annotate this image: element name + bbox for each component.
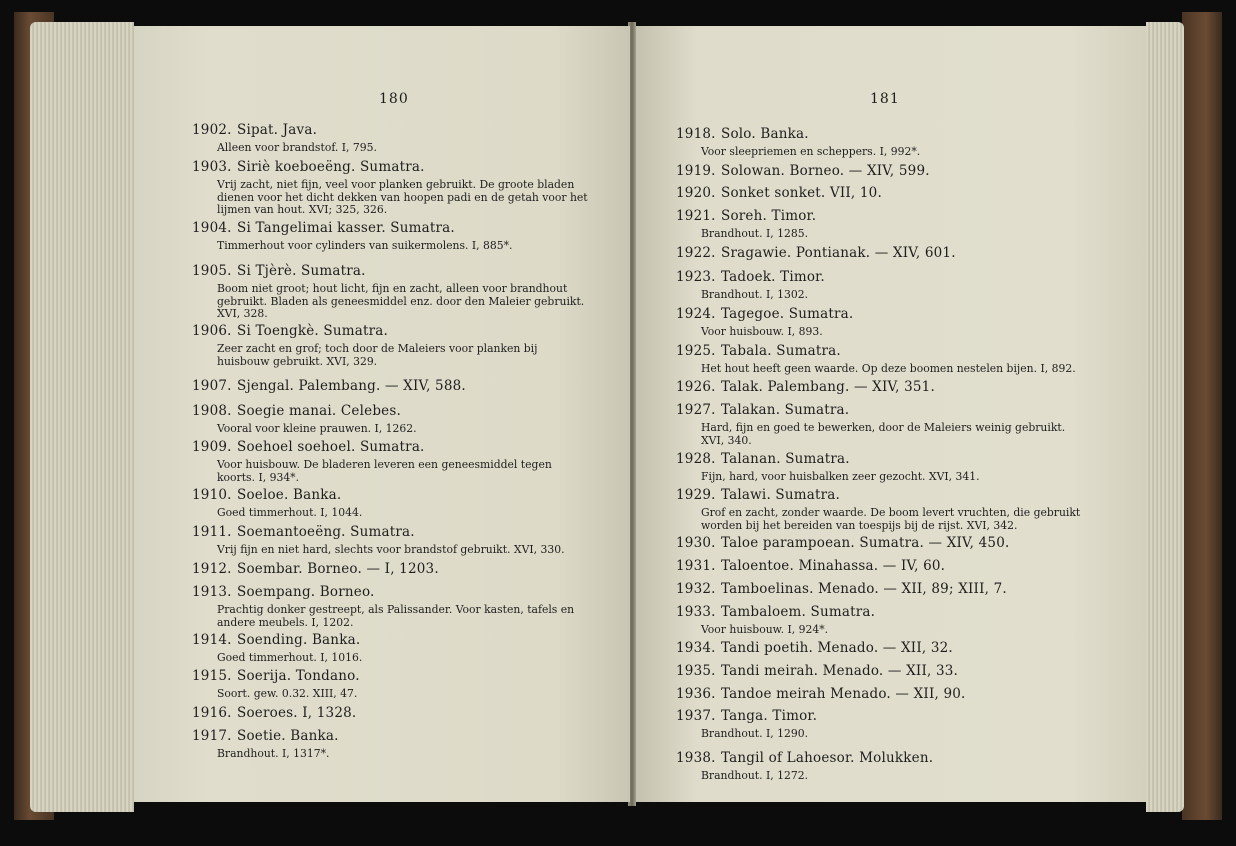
page-edges-left xyxy=(30,22,134,812)
entry xyxy=(192,378,592,394)
entry-description: Voor huisbouw. I, 893. xyxy=(701,325,823,338)
entry-description: Prachtig donker gestreept, als Palissander. Voor kasten, tafels en andere meubels. I, 1202. xyxy=(217,603,575,629)
entry-name: Taloe parampoean. Sumatra. — XIV, 450. xyxy=(721,535,1010,551)
entry-name: Tandi poetih. Menado. — XII, 32. xyxy=(721,640,953,656)
entry xyxy=(676,379,1086,395)
entry-name: Sragawie. Pontianak. — XIV, 601. xyxy=(721,245,956,261)
entry-name: Tamboelinas. Menado. — XII, 89; XIII, 7. xyxy=(721,581,1007,597)
entry-description: Hard, fijn en goed te bewerken, door de Maleiers weinig gebruikt. XVI, 340. xyxy=(701,421,1066,447)
entry-name: Talanan. Sumatra. xyxy=(721,451,850,467)
entry-name: Solo. Banka. xyxy=(721,126,809,142)
entry xyxy=(676,269,1086,302)
entry-number: 1912. xyxy=(192,561,232,577)
entry xyxy=(676,451,1086,484)
entry-number: 1935. xyxy=(676,663,716,679)
entry-name: Soreh. Timor. xyxy=(721,208,817,224)
entry-number: 1922. xyxy=(676,245,716,261)
entry-number: 1934. xyxy=(676,640,716,656)
entry-name: Si Toengkè. Sumatra. xyxy=(237,323,389,339)
right-page xyxy=(636,26,1146,802)
entry-name: Soegie manai. Celebes. xyxy=(237,403,401,419)
entry-number: 1911. xyxy=(192,524,232,540)
entry-description: Boom niet groot; hout licht, fijn en zacht, alleen voor brandhout gebruikt. Bladen als geneesmiddel enz. door den Maleier gebruikt. XVI, 328. xyxy=(217,282,585,320)
entry xyxy=(676,306,1086,339)
entry-description: Voor sleepriemen en scheppers. I, 992*. xyxy=(701,145,921,158)
entry xyxy=(192,323,592,368)
entry-number: 1916. xyxy=(192,705,232,721)
entry xyxy=(192,159,592,217)
entry-number: 1902. xyxy=(192,122,232,138)
entry-description: Alleen voor brandstof. I, 795. xyxy=(217,141,377,154)
entry-name: Soetie. Banka. xyxy=(237,728,339,744)
entry-number: 1904. xyxy=(192,220,232,236)
entry-name: Talakan. Sumatra. xyxy=(721,402,850,418)
entry-description: Brandhout. I, 1285. xyxy=(701,227,809,240)
entry-number: 1908. xyxy=(192,403,232,419)
entry-description: Zeer zacht en grof; toch door de Maleiers voor planken bij huisbouw gebruikt. XVI, 329. xyxy=(217,342,538,368)
entry-number: 1905. xyxy=(192,263,232,279)
entry-name: Tandi meirah. Menado. — XII, 33. xyxy=(721,663,959,679)
entry-number: 1937. xyxy=(676,708,716,724)
entry-description: Goed timmerhout. I, 1016. xyxy=(217,651,363,664)
entry-number: 1938. xyxy=(676,750,716,766)
entry-description: Voor huisbouw. I, 924*. xyxy=(701,623,829,636)
entry-number: 1909. xyxy=(192,439,232,455)
entry-name: Talawi. Sumatra. xyxy=(721,487,841,503)
entry-number: 1913. xyxy=(192,584,232,600)
entry-number: 1924. xyxy=(676,306,716,322)
entry-description: Grof en zacht, zonder waarde. De boom levert vruchten, die gebruikt worden bij het bereiden van toespijs bij de rijst. XVI, 342. xyxy=(701,506,1081,532)
entry xyxy=(192,705,592,721)
entry-description: Brandhout. I, 1302. xyxy=(701,288,809,301)
entry-number: 1926. xyxy=(676,379,716,395)
entry-name: Soending. Banka. xyxy=(237,632,361,648)
entry xyxy=(676,686,1086,702)
book-cover-right xyxy=(1182,12,1222,820)
entry-name: Tabala. Sumatra. xyxy=(721,343,841,359)
entry-description: Voor huisbouw. De bladeren leveren een geneesmiddel tegen koorts. I, 934*. xyxy=(217,458,552,484)
page-edges-right xyxy=(1146,22,1184,812)
entry-number: 1910. xyxy=(192,487,232,503)
entry-name: Sipat. Java. xyxy=(237,122,318,138)
entry-name: Solowan. Borneo. — XIV, 599. xyxy=(721,163,930,179)
entry-number: 1936. xyxy=(676,686,716,702)
entry xyxy=(676,126,1086,159)
entry-number: 1919. xyxy=(676,163,716,179)
entry-description: Vooral voor kleine prauwen. I, 1262. xyxy=(217,422,417,435)
entry-number: 1928. xyxy=(676,451,716,467)
entry-name: Soempang. Borneo. xyxy=(237,584,375,600)
entry xyxy=(192,668,592,701)
entry-number: 1907. xyxy=(192,378,232,394)
entry xyxy=(676,245,1086,261)
page-number: 181 xyxy=(870,91,900,107)
entry xyxy=(192,487,592,520)
entry-description: Soort. gew. 0.32. XIII, 47. xyxy=(217,687,358,700)
entry-description: Goed timmerhout. I, 1044. xyxy=(217,506,363,519)
entry-name: Si Tangelimai kasser. Sumatra. xyxy=(237,220,455,236)
entry xyxy=(676,708,1086,741)
entry xyxy=(676,750,1086,783)
entry-name: Soembar. Borneo. — I, 1203. xyxy=(237,561,439,577)
entry-number: 1915. xyxy=(192,668,232,684)
entry-description: Timmerhout voor cylinders van suikermolens. I, 885*. xyxy=(217,239,513,252)
entry-name: Soerija. Tondano. xyxy=(237,668,360,684)
entry-name: Taloentoe. Minahassa. — IV, 60. xyxy=(721,558,946,574)
entry-name: Si Tjèrè. Sumatra. xyxy=(237,263,366,279)
entry-description: Brandhout. I, 1272. xyxy=(701,769,809,782)
entry xyxy=(676,208,1086,241)
entry-description: Vrij fijn en niet hard, slechts voor brandstof gebruikt. XVI, 330. xyxy=(217,543,565,556)
entry xyxy=(676,163,1086,179)
entry xyxy=(676,604,1086,637)
entry-number: 1914. xyxy=(192,632,232,648)
entry xyxy=(192,220,592,253)
entry xyxy=(192,561,592,577)
entry-name: Sonket sonket. VII, 10. xyxy=(721,185,882,201)
entry xyxy=(192,263,592,321)
entry-number: 1923. xyxy=(676,269,716,285)
entry xyxy=(192,632,592,665)
entry xyxy=(192,584,592,629)
entry-number: 1920. xyxy=(676,185,716,201)
entry-name: Siriè koeboeëng. Sumatra. xyxy=(237,159,425,175)
entry xyxy=(676,663,1086,679)
entry xyxy=(676,402,1086,447)
left-page xyxy=(134,26,630,802)
page-number: 180 xyxy=(379,91,409,107)
entry-number: 1917. xyxy=(192,728,232,744)
entry-description: Vrij zacht, niet fijn, veel voor planken gebruikt. De groote bladen dienen voor het dicht dekken van hoopen padi en de getah voor het lijmen van hout. XVI; 325, 326. xyxy=(217,178,588,216)
entry-description: Brandhout. I, 1290. xyxy=(701,727,809,740)
entry-name: Soehoel soehoel. Sumatra. xyxy=(237,439,425,455)
entry xyxy=(192,524,592,557)
entry-number: 1906. xyxy=(192,323,232,339)
entry xyxy=(192,728,592,761)
entry xyxy=(676,640,1086,656)
entry-number: 1927. xyxy=(676,402,716,418)
entry xyxy=(676,581,1086,597)
entry-number: 1930. xyxy=(676,535,716,551)
entry-number: 1931. xyxy=(676,558,716,574)
entry xyxy=(192,439,592,484)
entry-name: Tanga. Timor. xyxy=(721,708,818,724)
entry-name: Tadoek. Timor. xyxy=(721,269,825,285)
entry-name: Talak. Palembang. — XIV, 351. xyxy=(721,379,935,395)
entry-name: Tambaloem. Sumatra. xyxy=(721,604,876,620)
entry-number: 1918. xyxy=(676,126,716,142)
entry xyxy=(192,122,592,155)
entry-description: Het hout heeft geen waarde. Op deze boomen nestelen bijen. I, 892. xyxy=(701,362,1076,375)
entry-number: 1929. xyxy=(676,487,716,503)
entry-description: Brandhout. I, 1317*. xyxy=(217,747,330,760)
entry-number: 1933. xyxy=(676,604,716,620)
entry-name: Sjengal. Palembang. — XIV, 588. xyxy=(237,378,466,394)
entry-name: Tangil of Lahoesor. Molukken. xyxy=(721,750,934,766)
entry xyxy=(676,535,1086,551)
entry-description: Fijn, hard, voor huisbalken zeer gezocht. XVI, 341. xyxy=(701,470,980,483)
entry-number: 1932. xyxy=(676,581,716,597)
entry-name: Soemantoeëng. Sumatra. xyxy=(237,524,415,540)
entry-name: Tagegoe. Sumatra. xyxy=(721,306,854,322)
entry xyxy=(676,185,1086,201)
entry-number: 1903. xyxy=(192,159,232,175)
entry xyxy=(676,343,1086,376)
entry-name: Soeloe. Banka. xyxy=(237,487,342,503)
entry-name: Tandoe meirah Menado. — XII, 90. xyxy=(721,686,966,702)
entry-name: Soeroes. I, 1328. xyxy=(237,705,357,721)
entry xyxy=(192,403,592,436)
entry xyxy=(676,558,1086,574)
entry xyxy=(676,487,1086,532)
entry-number: 1921. xyxy=(676,208,716,224)
entry-number: 1925. xyxy=(676,343,716,359)
